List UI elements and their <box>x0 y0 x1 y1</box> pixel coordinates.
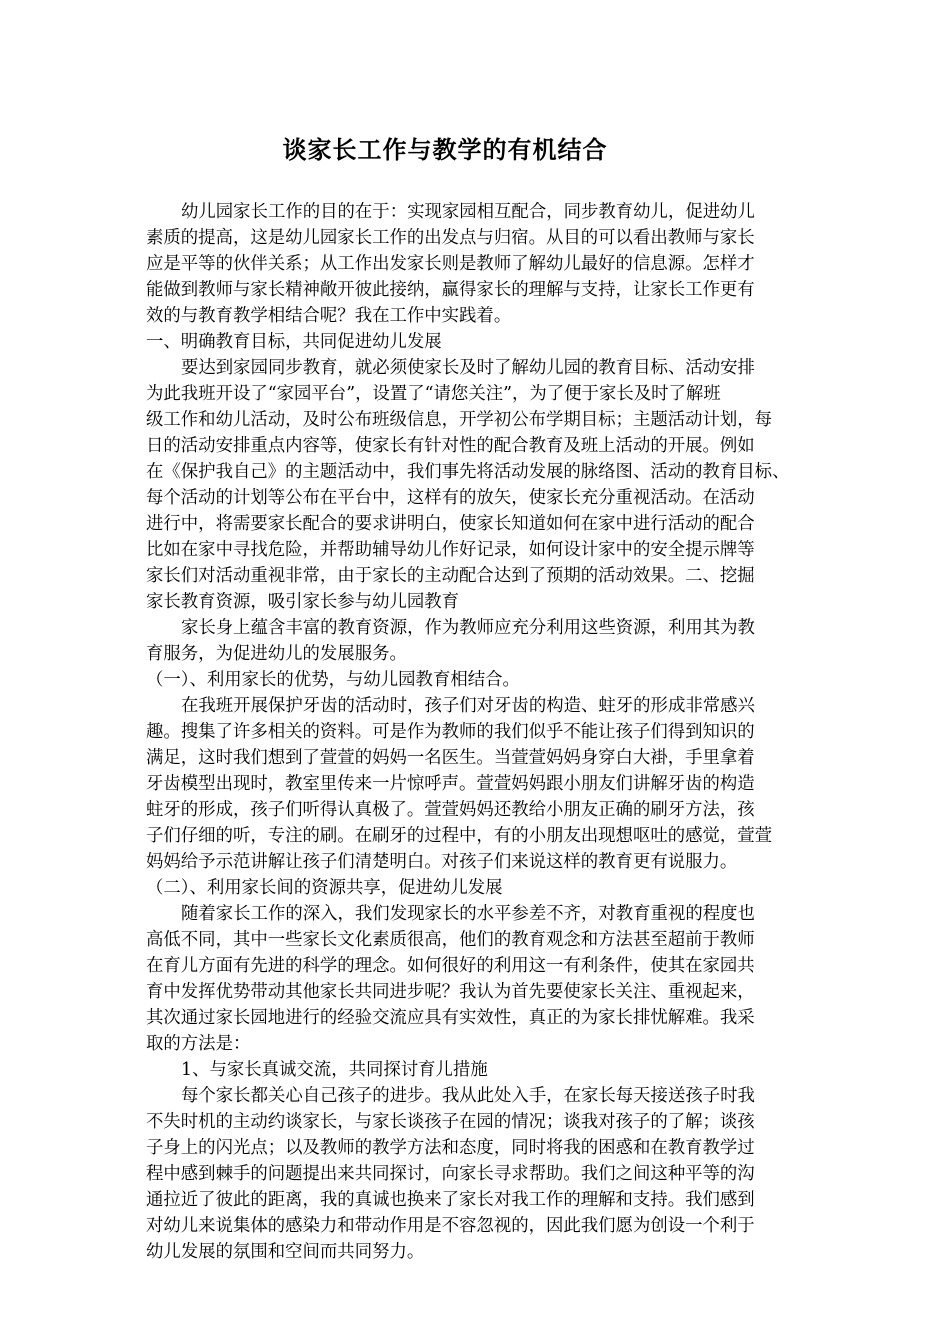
text-line: 进行中，将需要家长配合的要求讲明白，使家长知道如何在家中进行活动的配合 <box>146 514 755 534</box>
text-line: 比如在家中寻找危险，并帮助辅导幼儿作好记录，如何设计家中的安全提示牌等 <box>146 540 755 560</box>
text-line: 随着家长工作的深入，我们发现家长的水平参差不齐，对教育重视的程度也 <box>181 904 755 924</box>
text-line: 牙齿模型出现时，教室里传来一片惊呼声。萱萱妈妈跟小朋友们讲解牙齿的构造 <box>146 774 755 794</box>
text-line: 趣。搜集了许多相关的资料。可是作为教师的我们似乎不能让孩子们得到知识的 <box>146 722 755 742</box>
text-line: 应是平等的伙伴关系；从工作出发家长则是教师了解幼儿最好的信息源。怎样才 <box>146 254 755 274</box>
text-line: 妈妈给予示范讲解让孩子们清楚明白。对孩子们来说这样的教育更有说服力。 <box>146 852 738 872</box>
text-line: 素质的提高，这是幼儿园家长工作的出发点与归宿。从目的可以看出教师与家长 <box>146 228 755 248</box>
text-line: 满足，这时我们想到了萱萱的妈妈一名医生。当萱萱妈妈身穿白大褂，手里拿着 <box>146 748 755 768</box>
subsection-heading <box>146 875 810 901</box>
text-line: 程中感到棘手的问题提出来共同探讨，向家长寻求帮助。我们之间这种平等的沟 <box>146 1164 755 1184</box>
heading-line: （二）、利用家长间的资源共享，促进幼儿发展 <box>146 878 503 898</box>
text-line: 高低不同，其中一些家长文化素质很高，他们的教育观念和方法甚至超前于教师 <box>146 930 755 950</box>
subsection-heading <box>146 667 810 693</box>
text-line: 为此我班开设了“家园平台”，设置了“请您关注”，为了便于家长及时了解班 <box>146 384 721 404</box>
text-line: 要达到家园同步教育，就必须使家长及时了解幼儿园的教育目标、活动安排 <box>181 358 755 378</box>
paragraph <box>146 901 810 1057</box>
text-line: 在育儿方面有先进的科学的理念。如何很好的利用这一有利条件，使其在家园共 <box>146 956 755 976</box>
text-line: 在我班开展保护牙齿的活动时，孩子们对牙齿的构造、蛀牙的形成非常感兴 <box>181 696 755 716</box>
text-line: 家长教育资源，吸引家长参与幼儿园教育 <box>146 592 460 612</box>
text-line: 其次通过家长园地进行的经验交流应具有实效性，真正的为家长排忧解难。我采 <box>146 1008 755 1028</box>
text-line: 蛀牙的形成，孩子们听得认真极了。萱萱妈妈还教给小朋友正确的刷牙方法，孩 <box>146 800 755 820</box>
paragraph-intro <box>146 199 810 329</box>
paragraph <box>146 1083 810 1265</box>
item-heading <box>146 1057 810 1083</box>
text-line: 能做到教师与家长精神敞开彼此接纳，赢得家长的理解与支持，让家长工作更有 <box>146 280 755 300</box>
text-line: 家长们对活动重视非常，由于家长的主动配合达到了预期的活动效果。二、挖掘 <box>146 566 755 586</box>
text-line: 级工作和幼儿活动，及时公布班级信息，开学初公布学期目标；主题活动计划，每 <box>146 410 773 430</box>
text-line: 每个家长都关心自己孩子的进步。我从此处入手，在家长每天接送孩子时我 <box>181 1086 755 1106</box>
text-line: 子身上的闪光点；以及教师的教学方法和态度，同时将我的困惑和在教育教学过 <box>146 1138 755 1158</box>
text-line: 育中发挥优势带动其他家长共同进步呢？我认为首先要使家长关注、重视起来， <box>146 982 755 1002</box>
document-body <box>146 199 810 1265</box>
text-line: 幼儿园家长工作的目的在于：实现家园相互配合，同步教育幼儿，促进幼儿 <box>181 202 755 222</box>
text-line: 日的活动安排重点内容等，使家长有针对性的配合教育及班上活动的开展。例如 <box>146 436 755 456</box>
text-line: 对幼儿来说集体的感染力和带动作用是不容忽视的，因此我们愿为创设一个利于 <box>146 1216 755 1236</box>
text-line: 效的与教育教学相结合呢？我在工作中实践着。 <box>146 306 512 326</box>
section-heading <box>146 329 810 355</box>
heading-line: 一、明确教育目标，共同促进幼儿发展 <box>146 332 442 352</box>
paragraph <box>146 615 810 667</box>
text-line: 在《保护我自己》的主题活动中，我们事先将活动发展的脉络图、活动的教育目标、 <box>146 462 790 482</box>
text-line: 幼儿发展的氛围和空间而共同努力。 <box>146 1242 425 1262</box>
text-line: 通拉近了彼此的距离，我的真诚也换来了家长对我工作的理解和支持。我们感到 <box>146 1190 755 1210</box>
heading-line: 1、与家长真诚交流，共同探讨育儿措施 <box>181 1060 488 1080</box>
text-line: 子们仔细的听，专注的刷。在刷牙的过程中，有的小朋友出现想呕吐的感觉，萱萱 <box>146 826 773 846</box>
paragraph <box>146 693 810 875</box>
text-line: 家长身上蕴含丰富的教育资源，作为教师应充分利用这些资源，利用其为教 <box>181 618 755 638</box>
text-line: 每个活动的计划等公布在平台中，这样有的放矢，使家长充分重视活动。在活动 <box>146 488 755 508</box>
paragraph <box>146 355 810 615</box>
text-line: 不失时机的主动约谈家长，与家长谈孩子在园的情况；谈我对孩子的了解；谈孩 <box>146 1112 755 1132</box>
document-title: 谈家长工作与教学的有机结合 <box>282 136 608 164</box>
heading-line: （一）、利用家长的优势，与幼儿园教育相结合。 <box>146 670 520 690</box>
text-line: 育服务，为促进幼儿的发展服务。 <box>146 644 407 664</box>
text-line: 取的方法是： <box>146 1034 251 1054</box>
